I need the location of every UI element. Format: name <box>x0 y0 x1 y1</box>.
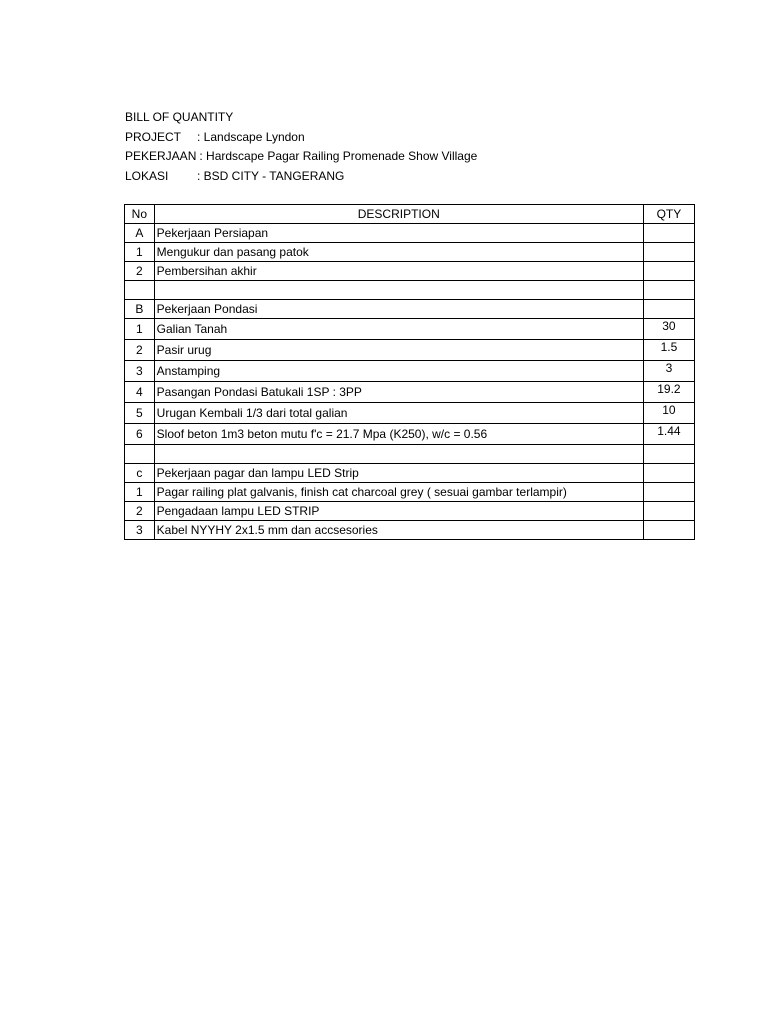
table-row <box>125 382 695 403</box>
table-row <box>125 361 695 382</box>
row-no: 2 <box>125 340 155 361</box>
row-qty <box>643 243 694 262</box>
table-row <box>125 403 695 424</box>
project-label: PROJECT <box>125 129 182 144</box>
row-description: Kabel NYYHY 2x1.5 mm dan accsesories <box>154 521 643 540</box>
row-description: Urugan Kembali 1/3 dari total galian <box>154 403 643 424</box>
project-line <box>125 128 477 148</box>
row-no <box>125 445 155 464</box>
lokasi-label: LOKASI <box>125 168 169 183</box>
row-no <box>125 281 155 300</box>
table-row <box>125 483 695 502</box>
row-qty <box>643 224 694 243</box>
row-description: Anstamping <box>154 361 643 382</box>
table-row <box>125 300 695 319</box>
row-no: 2 <box>125 502 155 521</box>
column-header-no: No <box>125 205 155 224</box>
row-no: 1 <box>125 319 155 340</box>
column-header-qty: QTY <box>643 205 694 224</box>
boq-table <box>124 204 695 540</box>
row-qty: 1.44 <box>643 424 694 445</box>
table-row <box>125 224 695 243</box>
row-qty <box>643 483 694 502</box>
row-no: 5 <box>125 403 155 424</box>
document-title: BILL OF QUANTITY <box>125 110 234 124</box>
row-no: 3 <box>125 361 155 382</box>
row-description: Pembersihan akhir <box>154 262 643 281</box>
column-header-description: DESCRIPTION <box>154 205 643 224</box>
table-row <box>125 340 695 361</box>
pekerjaan-line <box>125 147 477 167</box>
row-no: B <box>125 300 155 319</box>
table-row-spacer <box>125 445 695 464</box>
row-description <box>154 445 643 464</box>
row-description: Pekerjaan Pondasi <box>154 300 643 319</box>
row-no: 1 <box>125 483 155 502</box>
row-qty <box>643 521 694 540</box>
row-qty: 3 <box>643 361 694 382</box>
row-no: A <box>125 224 155 243</box>
lokasi-value: : BSD CITY - TANGERANG <box>197 168 345 183</box>
row-description: Pekerjaan Persiapan <box>154 224 643 243</box>
lokasi-line <box>125 167 477 187</box>
row-description: Mengukur dan pasang patok <box>154 243 643 262</box>
document-header <box>125 108 477 186</box>
table-row <box>125 502 695 521</box>
row-description: Pasangan Pondasi Batukali 1SP : 3PP <box>154 382 643 403</box>
row-qty <box>643 502 694 521</box>
table-row <box>125 424 695 445</box>
table-row <box>125 262 695 281</box>
row-qty: 10 <box>643 403 694 424</box>
table-row <box>125 464 695 483</box>
row-qty <box>643 262 694 281</box>
row-no: 6 <box>125 424 155 445</box>
table-row <box>125 319 695 340</box>
row-description: Galian Tanah <box>154 319 643 340</box>
row-description: Pekerjaan pagar dan lampu LED Strip <box>154 464 643 483</box>
row-qty <box>643 464 694 483</box>
table-row <box>125 243 695 262</box>
row-description: Pagar railing plat galvanis, finish cat charcoal grey ( sesuai gambar terlampir) <box>154 483 643 502</box>
row-description: Pasir urug <box>154 340 643 361</box>
project-value: : Landscape Lyndon <box>197 129 305 144</box>
pekerjaan-label: PEKERJAAN <box>125 149 197 163</box>
row-no: 4 <box>125 382 155 403</box>
row-description: Pengadaan lampu LED STRIP <box>154 502 643 521</box>
pekerjaan-value: : Hardscape Pagar Railing Promenade Show Village <box>199 149 478 163</box>
row-qty: 1.5 <box>643 340 694 361</box>
row-no: c <box>125 464 155 483</box>
row-description: Sloof beton 1m3 beton mutu f'c = 21.7 Mpa (K250), w/c = 0.56 <box>154 424 643 445</box>
row-no: 2 <box>125 262 155 281</box>
row-description <box>154 281 643 300</box>
row-no: 3 <box>125 521 155 540</box>
row-no: 1 <box>125 243 155 262</box>
row-qty: 30 <box>643 319 694 340</box>
row-qty: 19.2 <box>643 382 694 403</box>
table-row <box>125 521 695 540</box>
row-qty <box>643 281 694 300</box>
table-row-spacer <box>125 281 695 300</box>
row-qty <box>643 445 694 464</box>
row-qty <box>643 300 694 319</box>
table-header-row <box>125 205 695 224</box>
